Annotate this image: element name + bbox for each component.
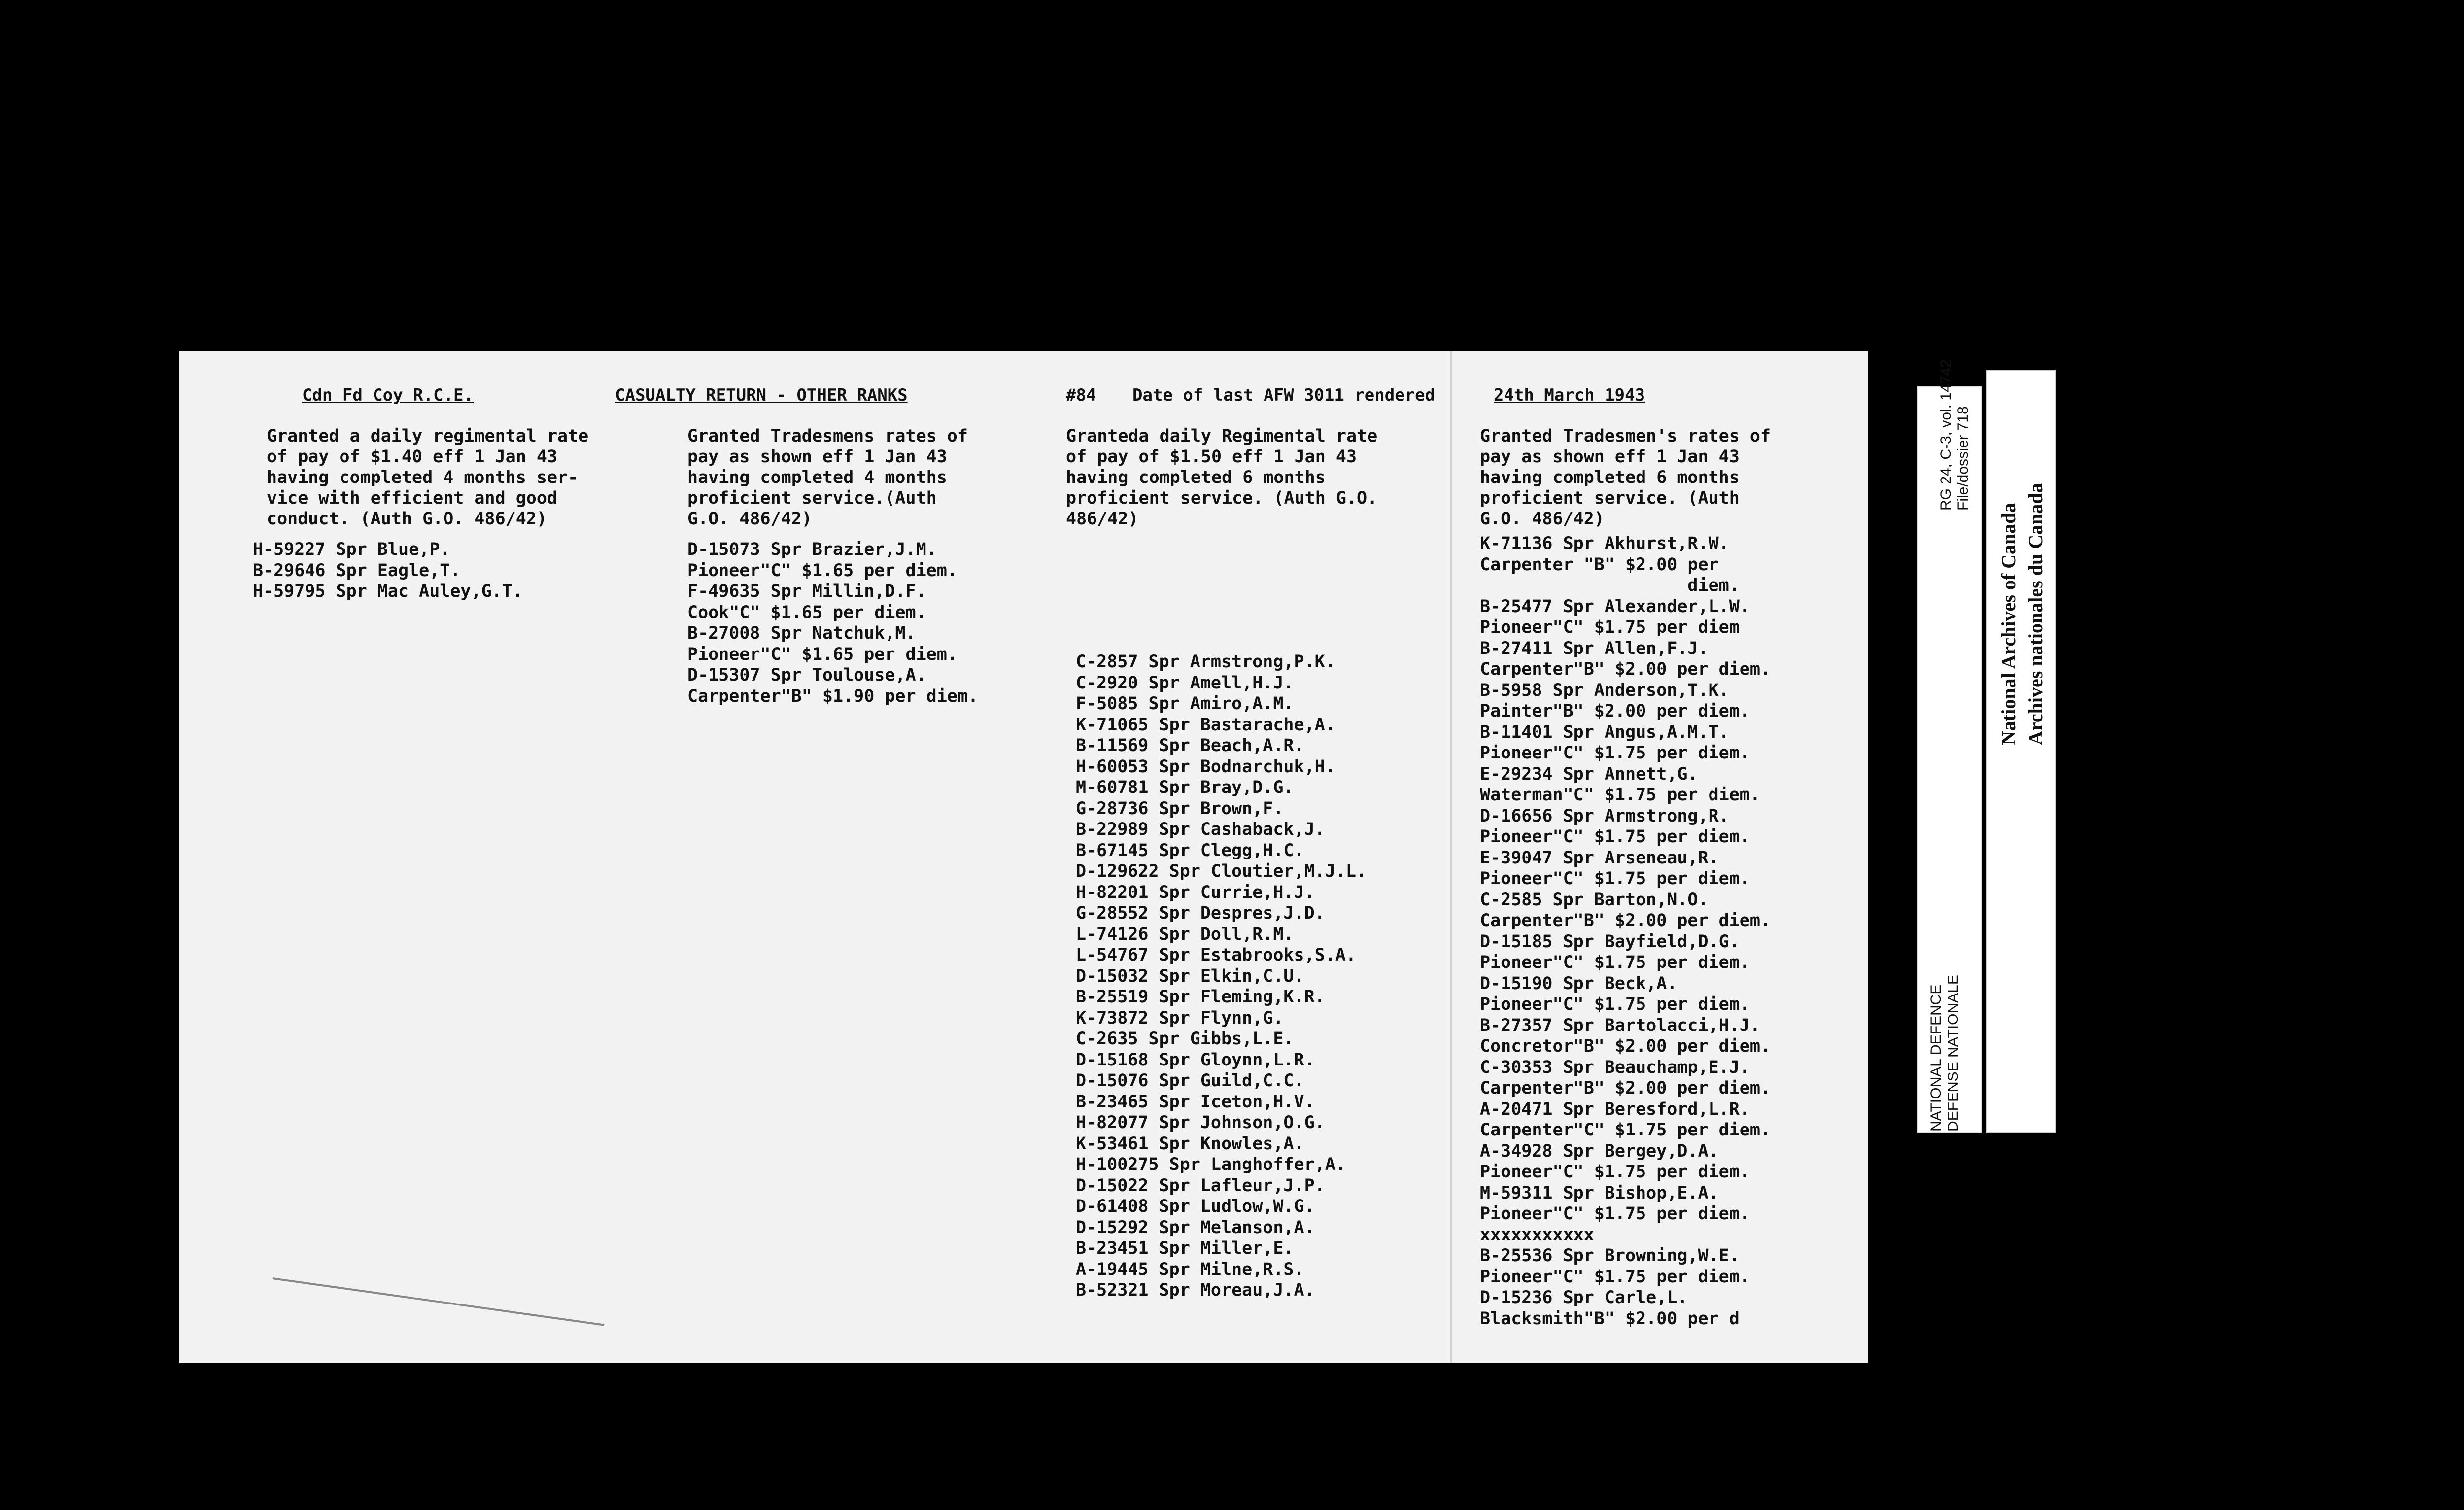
list-item: H-60053 Spr Bodnarchuk,H. [1076,756,1335,777]
list-item: M-60781 Spr Bray,D.G. [1076,778,1294,797]
list-item: Pioneer"C" $1.75 per diem. [1480,995,1750,1014]
list-item: xxxxxxxxxxx [1480,1225,1594,1245]
archives-label [1986,370,2056,1133]
list-item: Carpenter"B" $2.00 per diem. [1480,1078,1771,1098]
list-item: H-100275 Spr Langhoffer,A. [1076,1155,1346,1174]
list-item: G-28552 Spr Despres,J.D. [1076,903,1325,923]
column-3-list [1076,652,1367,1301]
list-item: D-15190 Spr Beck,A. [1480,973,1677,994]
list-item: Pioneer"C" $1.75 per diem. [1480,743,1750,763]
list-item: B-27357 Spr Bartolacci,H.J. [1480,1015,1760,1035]
list-item: Waterman"C" $1.75 per diem. [1480,785,1760,805]
list-item: H-59227 Spr Blue,P. [253,540,450,559]
list-item: Pioneer"C" $1.65 per diem. [687,560,958,581]
list-item: D-129622 Spr Cloutier,M.J.L. [1076,861,1367,881]
column-2-list [687,539,978,707]
list-item: D-61408 Spr Ludlow,W.G. [1076,1197,1315,1216]
afw-label: Date of last AFW 3011 rendered [1132,385,1436,405]
archives-english: National Archives of Canada [1997,503,2019,745]
list-item: C-2857 Spr Armstrong,P.K. [1076,652,1335,672]
list-item: Carpenter"B" $2.00 per diem. [1480,911,1771,930]
list-item: D-15236 Spr Carle,L. [1480,1288,1688,1307]
list-item: D-15022 Spr Lafleur,J.P. [1076,1175,1325,1196]
return-number: #84 [1066,385,1096,405]
archives-french: Archives nationales du Canada [2024,483,2047,745]
list-item: K-73872 Spr Flynn,G. [1076,1008,1284,1028]
list-item: D-15307 Spr Toulouse,A. [687,665,926,685]
column-1-heading: Granted a daily regimental rate of pay of $1.40 eff 1 Jan 43 having completed 4 months ser- vice with efficient and good conduct. (Auth G.O. 486/42) [267,426,589,529]
list-item: H-59795 Spr Mac Auley,G.T. [253,582,523,601]
list-item: Pioneer"C" $1.75 per diem. [1480,1204,1750,1224]
list-item: D-15185 Spr Bayfield,D.G. [1480,931,1740,952]
column-2-heading: Granted Tradesmens rates of pay as shown eff 1 Jan 43 having completed 4 months proficient service.(Auth G.O. 486/42) [687,426,968,529]
list-item: Carpenter"B" $2.00 per diem. [1480,659,1771,679]
list-item: Pioneer"C" $1.75 per diem. [1480,1162,1750,1182]
list-item: B-67145 Spr Clegg,H.C. [1076,840,1304,860]
list-item: A-20471 Spr Beresford,L.R. [1480,1099,1750,1119]
list-item: B-25477 Spr Alexander,L.W. [1480,596,1750,617]
stamp-line-3: RG 24, C-3, vol. 14742 [1938,359,1954,511]
list-item: C-2920 Spr Amell,H.J. [1076,673,1294,693]
list-item: K-53461 Spr Knowles,A. [1076,1133,1304,1154]
list-item: B-25536 Spr Browning,W.E. [1480,1246,1740,1266]
list-item: H-82201 Spr Currie,H.J. [1076,882,1315,902]
list-item: Cook"C" $1.65 per diem. [687,602,926,622]
afw-date: 24th March 1943 [1494,385,1645,405]
list-item: Pioneer"C" $1.75 per diem. [1480,1267,1750,1287]
list-item: Painter"B" $2.00 per diem. [1480,701,1750,721]
list-item: B-11569 Spr Beach,A.R. [1076,736,1304,755]
column-3-heading: Granteda daily Regimental rate of pay of $1.50 eff 1 Jan 43 having completed 6 months proficient service. (Auth G.O. 486/42) [1066,426,1378,529]
list-item: Concretor"B" $2.00 per diem. [1480,1036,1771,1056]
list-item: Pioneer"C" $1.75 per diem. [1480,953,1750,972]
list-item: D-15076 Spr Guild,C.C. [1076,1071,1304,1091]
list-item: M-59311 Spr Bishop,E.A. [1480,1183,1719,1203]
list-item: B-52321 Spr Moreau,J.A. [1076,1280,1315,1300]
stamp-line-2: DEFENSE NATIONALE [1945,975,1961,1132]
list-item: E-29234 Spr Annett,G. [1480,764,1698,784]
list-item: C-30353 Spr Beauchamp,E.J. [1480,1057,1750,1077]
list-item: L-74126 Spr Doll,R.M. [1076,924,1294,944]
list-item: D-15292 Spr Melanson,A. [1076,1217,1315,1237]
list-item: Carpenter "B" $2.00 per [1480,554,1719,575]
column-4-list [1480,533,1771,1329]
list-item: B-23465 Spr Iceton,H.V. [1076,1092,1315,1112]
document-title: CASUALTY RETURN - OTHER RANKS [615,385,908,405]
list-item: Carpenter"B" $1.90 per diem. [687,686,979,706]
unit-name: Cdn Fd Coy R.C.E. [302,385,474,405]
list-item: F-5085 Spr Amiro,A.M. [1076,694,1294,714]
list-item: diem. [1480,576,1740,595]
list-item: Pioneer"C" $1.75 per diem. [1480,827,1750,847]
list-item: B-5958 Spr Anderson,T.K. [1480,680,1729,700]
list-item: L-54767 Spr Estabrooks,S.A. [1076,945,1356,965]
pen-stroke [272,1277,604,1326]
list-item: B-29646 Spr Eagle,T. [253,560,461,581]
list-item: Carpenter"C" $1.75 per diem. [1480,1120,1771,1140]
list-item: Pioneer"C" $1.75 per diem [1480,618,1740,637]
list-item: B-27411 Spr Allen,F.J. [1480,638,1709,658]
list-item: K-71136 Spr Akhurst,R.W. [1480,534,1729,553]
list-item: H-82077 Spr Johnson,O.G. [1076,1113,1325,1132]
list-item: D-16656 Spr Armstrong,R. [1480,806,1729,826]
list-item: E-39047 Spr Arseneau,R. [1480,848,1719,868]
column-1-list [253,539,523,602]
document-page [179,351,1868,1363]
list-item: B-25519 Spr Fleming,K.R. [1076,987,1325,1007]
list-item: D-15168 Spr Gloynn,L.R. [1076,1050,1315,1070]
list-item: K-71065 Spr Bastarache,A. [1076,715,1335,735]
page-fold [1450,351,1452,1363]
list-item: D-15073 Spr Brazier,J.M. [687,540,937,559]
list-item: C-2635 Spr Gibbs,L.E. [1076,1029,1294,1049]
list-item: B-11401 Spr Angus,A.M.T. [1480,722,1729,742]
list-item: A-34928 Spr Bergey,D.A. [1480,1141,1719,1161]
archive-reference-stamp [1917,359,1982,1133]
list-item: C-2585 Spr Barton,N.O. [1480,890,1709,910]
list-item: Pioneer"C" $1.65 per diem. [687,644,958,664]
list-item: Blacksmith"B" $2.00 per d [1480,1308,1740,1329]
list-item: D-15032 Spr Elkin,C.U. [1076,966,1304,986]
stamp-line-1: NATIONAL DEFENCE [1928,984,1944,1132]
list-item: B-22989 Spr Cashaback,J. [1076,820,1325,839]
list-item: B-23451 Spr Miller,E. [1076,1238,1294,1258]
list-item: G-28736 Spr Brown,F. [1076,798,1284,819]
list-item: A-19445 Spr Milne,R.S. [1076,1259,1304,1279]
stamp-line-4: File/dossier 718 [1955,406,1971,511]
list-item: Pioneer"C" $1.75 per diem. [1480,869,1750,889]
list-item: F-49635 Spr Millin,D.F. [687,582,926,601]
column-4-heading: Granted Tradesmen's rates of pay as shown eff 1 Jan 43 having completed 6 months proficient service. (Auth G.O. 486/42) [1480,426,1771,529]
list-item: B-27008 Spr Natchuk,M. [687,623,916,643]
